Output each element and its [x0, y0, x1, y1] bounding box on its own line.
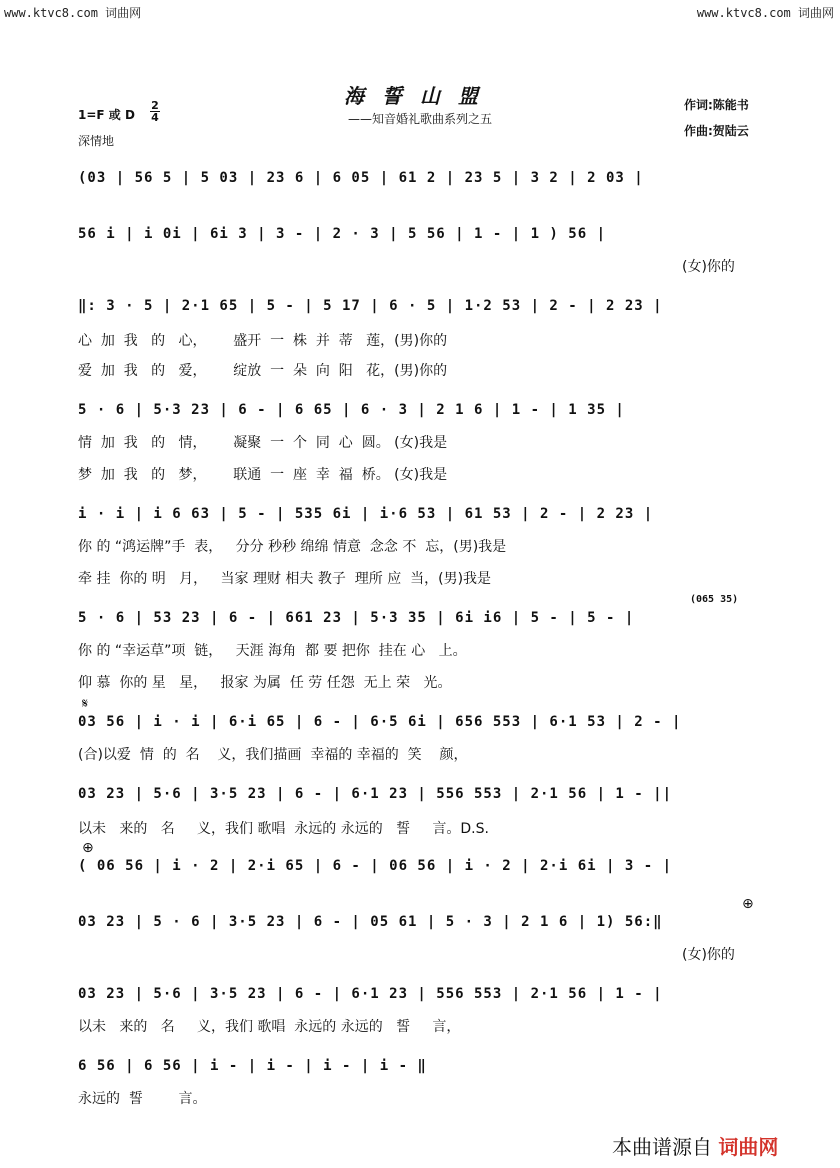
- footer-source: [612, 1131, 778, 1160]
- time-signature-top: 2: [151, 99, 159, 112]
- score-row-7: 03 56 | i · i | 6·i 65 | 6 - | 6·5 6i | 656 553 | 6·1 53 | 2 - |: [78, 714, 682, 730]
- lyric-row-8: 以未 来的 名 义，我们 歌唱 永远的 永远的 誓 言。D.S.: [78, 821, 489, 837]
- score-row-2: 56 i | i 0i | 6i 3 | 3 - | 2 · 3 | 5 56 | 1 - | 1 ) 56 |: [78, 226, 607, 242]
- lyric-row-12: 永远的 誓 言。: [78, 1091, 207, 1107]
- song-title: 海誓山盟: [344, 84, 496, 108]
- composer: 作曲:贺陆云: [684, 124, 749, 138]
- footer-text: 本曲谱源自: [612, 1135, 712, 1159]
- lyric-row-4-verse-1: 情 加 我 的 情， 凝聚 一 个 同 心 圆。 (女)我是: [78, 435, 448, 451]
- song-subtitle: ——知音婚礼歌曲系列之五: [347, 112, 492, 126]
- lyric-row-2: (女)你的: [682, 259, 735, 275]
- score-row-10: 03 23 | 5 · 6 | 3·5 23 | 6 - | 05 61 | 5 · 3 | 2 1 6 | 1) 56:‖: [78, 914, 663, 930]
- footer-brand-link[interactable]: 词曲网: [718, 1135, 779, 1159]
- site-watermark-left: www.ktvc8.com 词曲网: [4, 6, 142, 20]
- coda-sign-2: ⊕: [742, 896, 754, 912]
- score-row-3: ‖: 3 · 5 | 2·1 65 | 5 - | 5 17 | 6 · 5 | 1·2 53 | 2 - | 2 23 |: [78, 298, 663, 314]
- score-row-12: 6 56 | 6 56 | i - | i - | i - | i - ‖: [78, 1058, 427, 1074]
- lyric-row-7: (合)以爱 情 的 名 义，我们描画 幸福的 幸福的 笑 颜，: [78, 747, 468, 763]
- score-row-6: 5 · 6 | 53 23 | 6 - | 661 23 | 5·3 35 | 6i i6 | 5 - | 5 - |: [78, 610, 635, 626]
- lyric-row-6-verse-1: 你 的 “幸运草”项 链， 天涯 海角 都 要 把你 挂在 心 上。: [78, 643, 467, 659]
- score-row-4: 5 · 6 | 5·3 23 | 6 - | 6 65 | 6 · 3 | 2 1 6 | 1 - | 1 35 |: [78, 402, 625, 418]
- lyric-row-11: 以未 来的 名 义，我们 歌唱 永远的 永远的 誓 言，: [78, 1019, 461, 1035]
- instrumental-fill: (065 35): [690, 594, 739, 605]
- site-watermark-right: www.ktvc8.com 词曲网: [696, 6, 834, 20]
- score-row-5: i · i | i 6 63 | 5 - | 535 6i | i·6 53 | 61 53 | 2 - | 2 23 |: [78, 506, 654, 522]
- lyric-row-4-verse-2: 梦 加 我 的 梦， 联通 一 座 幸 福 桥。 (女)我是: [78, 467, 448, 483]
- score-row-11: 03 23 | 5·6 | 3·5 23 | 6 - | 6·1 23 | 556 553 | 2·1 56 | 1 - |: [78, 986, 663, 1002]
- coda-sign: ⊕: [82, 840, 94, 856]
- lyric-row-10: (女)你的: [682, 947, 735, 963]
- score-row-9: ( 06 56 | i · 2 | 2·i 65 | 6 - | 06 56 | i · 2 | 2·i 6i | 3 - |: [78, 858, 673, 874]
- tempo-mood: 深情地: [78, 134, 115, 148]
- lyric-row-5-verse-2: 牵 挂 你的 明 月， 当家 理财 相夫 教子 理所 应 当，(男)我是: [78, 571, 492, 587]
- lyric-row-3-verse-2: 爱 加 我 的 爱， 绽放 一 朵 向 阳 花，(男)你的: [78, 363, 448, 379]
- score-row-8: 03 23 | 5·6 | 3·5 23 | 6 - | 6·1 23 | 556 553 | 2·1 56 | 1 - ||: [78, 786, 673, 802]
- key-signature: 1=F 或 D: [78, 108, 135, 122]
- segno-sign: 𝄋: [82, 696, 89, 712]
- time-signature: [150, 100, 160, 123]
- score-row-1: (03 | 56 5 | 5 03 | 23 6 | 6 05 | 61 2 | 23 5 | 3 2 | 2 03 |: [78, 170, 644, 186]
- lyricist: 作词:陈能书: [684, 98, 749, 112]
- time-signature-bottom: 4: [151, 111, 159, 124]
- lyric-row-3-verse-1: 心 加 我 的 心， 盛开 一 株 并 蒂 莲，(男)你的: [78, 333, 448, 349]
- lyric-row-6-verse-2: 仰 慕 你的 星 星， 报家 为属 任 劳 任怨 无上 荣 光。: [78, 675, 452, 691]
- lyric-row-5-verse-1: 你 的 “鸿运牌”手 表， 分分 秒秒 绵绵 情意 念念 不 忘，(男)我是: [78, 539, 507, 555]
